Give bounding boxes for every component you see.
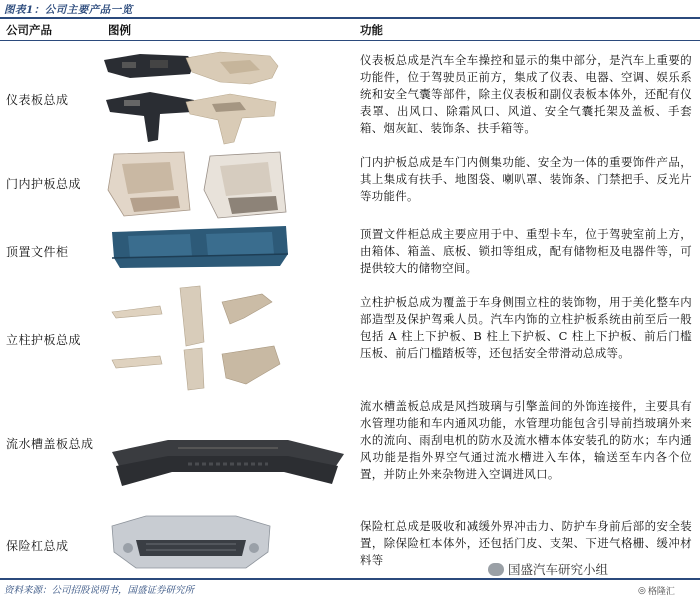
bumper-image <box>106 512 276 574</box>
watermark <box>488 560 608 578</box>
dashboard-images <box>100 48 350 148</box>
product-description: 门内护板总成是车门内侧集功能、安全为一体的重要饰件产品，其上集成有扶手、地图袋、喇叭罩、装饰条、门禁把手、反光片等功能件。 <box>360 155 692 203</box>
overhead-cabinet-image <box>110 224 290 270</box>
product-name: 仪表板总成 <box>6 93 69 107</box>
product-description: 流水槽盖板总成是风挡玻璃与引擎盖间的外饰连接件，主要具有水管理功能和车内通风功能，水管理功能包含引导前挡玻璃外来水的流向、雨刮电机的防水及流水槽本体安装孔的防水；车内通风功能是指外界空气通过流水槽进入车体，输送至车内各个位置，并防止外来杂物进入空调进风口。 <box>360 399 692 481</box>
header-function: 功能 <box>360 23 383 37</box>
product-description: 仪表板总成是汽车全车操控和显示的集中部分，是汽车上重要的功能件，位于驾驶员正前方，集成了仪表、电器、空调、娱乐系统和安全气囊等部件，除主仪表板和副仪表板本体外，还配有仪表罩、出风口、除霜风口、风道、安全气囊托架及盖板、手套箱、烟灰缸、装饰条、扶手箱等。 <box>360 53 692 135</box>
header-rule <box>0 40 700 41</box>
watermark-text: 国盛汽车研究小组 <box>508 562 609 577</box>
top-rule <box>0 17 700 19</box>
wechat-icon <box>488 563 504 576</box>
header-figure: 图例 <box>108 23 131 37</box>
product-description: 保险杠总成是吸收和减缓外界冲击力、防护车身前后部的安全装置，除保险杠本体外，还包括门皮、支架、下进气格栅、缓冲材料等 <box>360 519 692 567</box>
product-name: 保险杠总成 <box>6 539 69 553</box>
pillar-trim-images <box>104 284 304 396</box>
door-panel-images <box>100 150 350 222</box>
header-product: 公司产品 <box>6 23 52 37</box>
cowl-panel-image <box>108 434 348 494</box>
product-name: 门内护板总成 <box>6 177 82 191</box>
bottom-rule <box>0 578 700 580</box>
figure-title: 图表1：公司主要产品一览 <box>4 4 133 16</box>
product-description: 立柱护板总成为覆盖于车身侧围立柱的装饰物，用于美化整车内部造型及保护驾乘人员。汽车内饰的立柱护板系统由前至后一般包括 A 柱上下护板、B 柱上下护板、C 柱上下护板、前后门槛压板、前后门槛踏板等，还包括安全带滑动总成等。 <box>360 295 692 360</box>
logo-icon: ◎ <box>638 585 646 596</box>
product-description: 顶置文件柜总成主要应用于中、重型卡车，位于驾驶室前上方，由箱体、箱盖、底板、锁扣等组成，配有储物柜及电器件等，可提供较大的储物空间。 <box>360 227 692 275</box>
watermark-secondary-text: 格隆汇 <box>647 587 675 597</box>
watermark-secondary <box>638 584 675 597</box>
source-note: 资料来源：公司招股说明书，国盛证券研究所 <box>4 585 195 596</box>
product-name: 流水槽盖板总成 <box>6 437 94 451</box>
product-name: 立柱护板总成 <box>6 333 82 347</box>
product-name: 顶置文件柜 <box>6 245 69 259</box>
